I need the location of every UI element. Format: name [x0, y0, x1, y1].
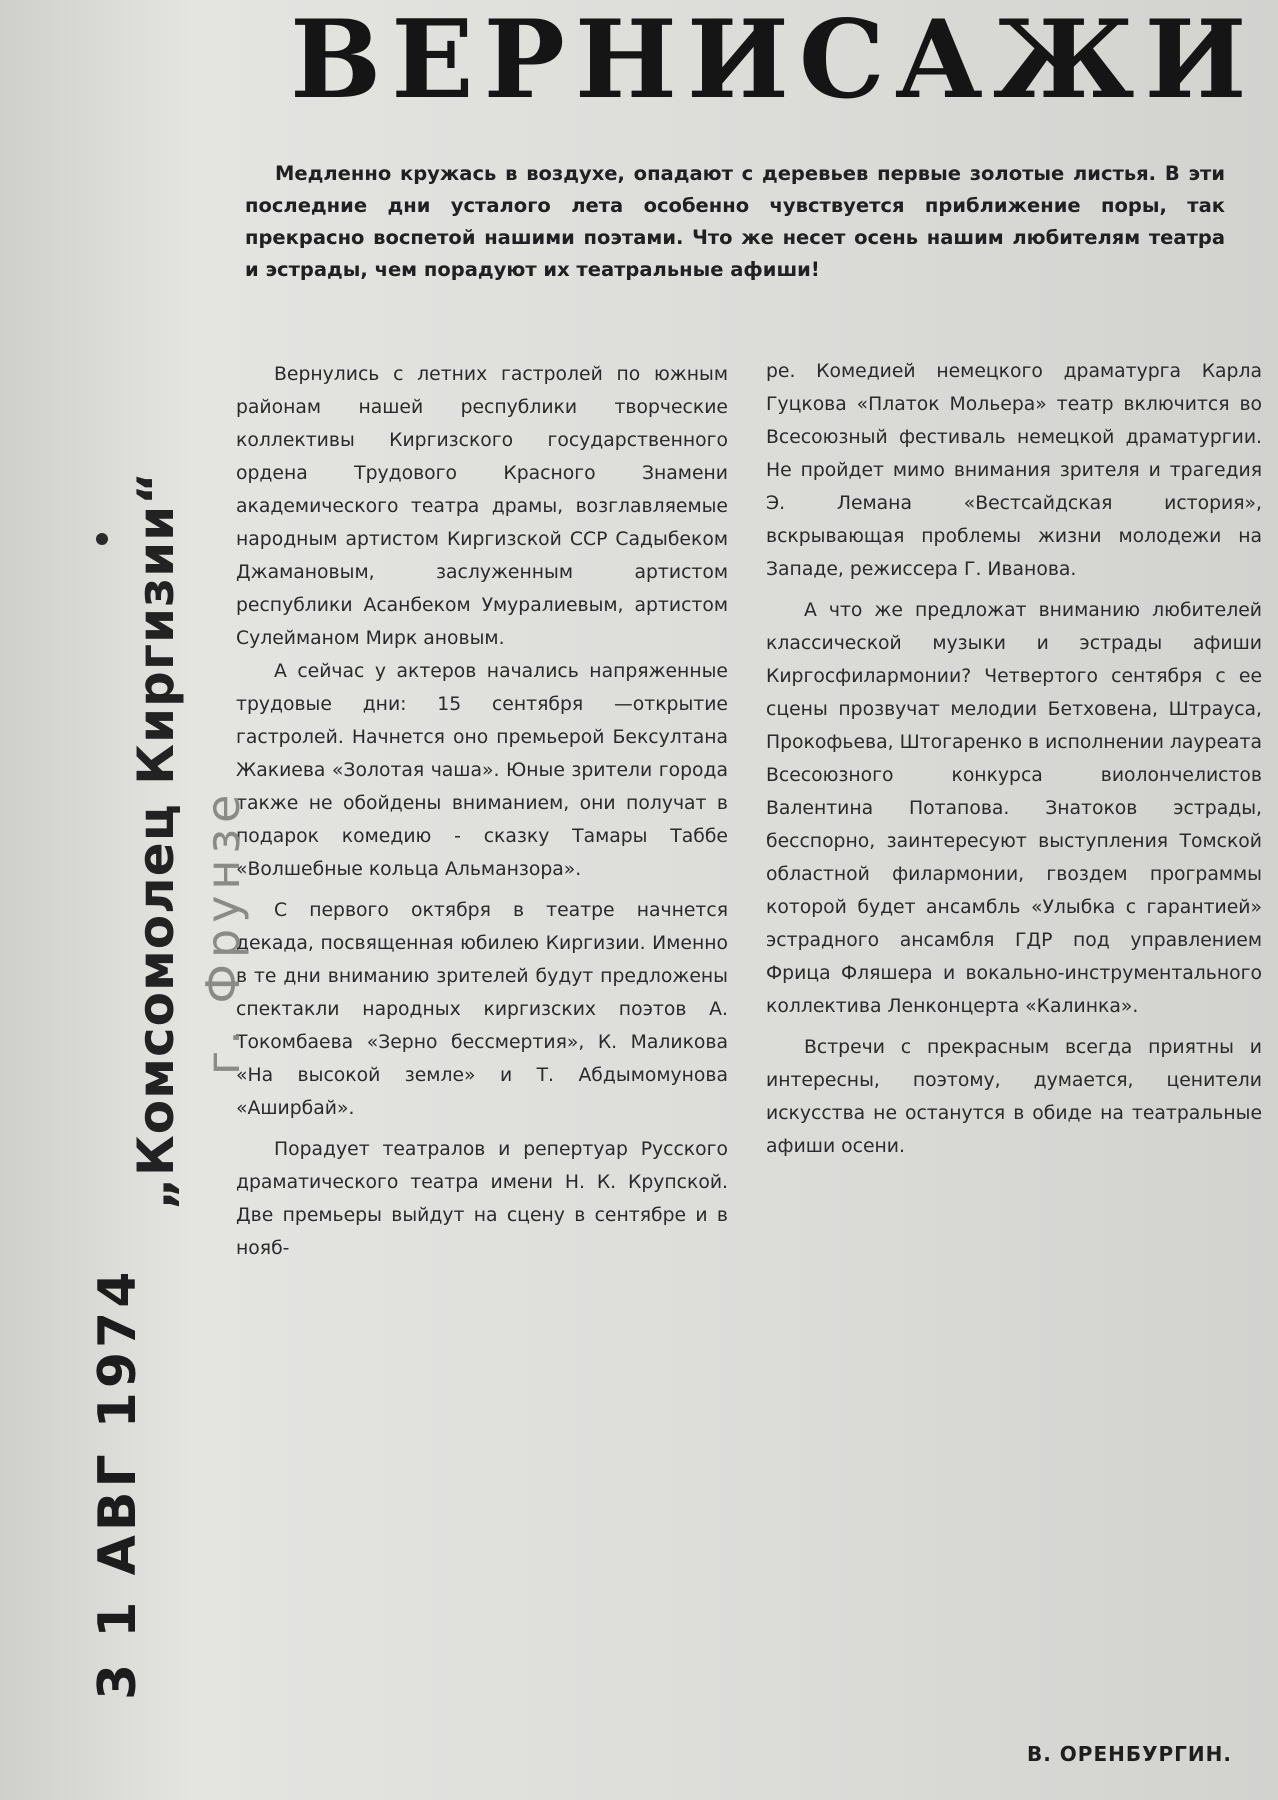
article-column-left — [236, 358, 728, 1265]
city-stamp: г. Фрунзе — [196, 788, 250, 1075]
lead-paragraph: Медленно кружась в воздухе, опадают с деревьев первые золотые листья. В эти последние дни усталого лета особенно чувствуется приближение поры, так прекрасно воспетой нашими поэтами. Что же несет осень нашим любителям театра и эстрады, чем порадуют их театральные афиши! — [245, 162, 1225, 281]
date-stamp: 3 1 АВГ 1974 — [88, 1267, 148, 1700]
article-column-right — [766, 355, 1262, 1163]
paragraph: Вернулись с летних гастролей по южным районам нашей республики творческие коллективы Киргизского государственного ордена Трудового Красного Знамени академического театра драмы, возглавляемые народным артистом Киргизской ССР Садыбеком Джамановым, заслуженным артистом республики Асанбеком Умуралиевым, артистом Сулейманом Мирк ановым. — [236, 364, 728, 649]
author-signature: В. ОРЕНБУРГИН. — [1026, 1742, 1232, 1766]
paragraph: А что же предложат вниманию любителей классической музыки и эстрады афиши Киргосфилармонии? Четвертого сентября с ее сцены прозвучат мелодии Бетховена, Штрауса, Прокофьева, Штогаренко в исполнении лауреата Всесоюзного конкурса виолончелистов Валентина Потапова. Знатоков эстрады, бесспорно, заинтересуют выступления Томской областной филармонии, гвоздем программы которой будет ансамбль «Улыбка с гарантией» эстрадного ансамбля ГДР под управлением Фрица Фляшера и вокально-инструментального коллектива Ленконцерта «Калинка». — [766, 600, 1262, 1017]
paragraph: Встречи с прекрасным всегда приятны и интересны, поэтому, думается, ценители искусства не останутся в обиде на театральные афиши осени. — [766, 1037, 1262, 1157]
paragraph: А сейчас у актеров начались напряженные трудовые дни: 15 сентября —открытие гастролей. Начнется оно премьерой Бексултана Жакиева «Золотая чаша». Юные зрители города также не обойдены вниманием, они получат в подарок комедию - сказку Тамары Таббе «Волшебные кольца Альманзора». — [236, 661, 728, 880]
newspaper-name-stamp: „Комсомолец Киргизии“ — [127, 471, 185, 1210]
paragraph: С первого октября в театре начнется декада, посвященная юбилею Киргизии. Именно в те дни вниманию зрителей будут предложены спектакли народных киргизских поэтов А. Токомбаева «Зерно бессмертия», К. Маликова «На высокой земле» и Т. Абдымомунова «Аширбай». — [236, 900, 728, 1119]
paragraph: Порадует театралов и репертуар Русского драматического театра имени Н. К. Крупской. Две премьеры выйдут на сцену в сентябре и в нояб- — [236, 1139, 728, 1259]
paragraph: ре. Комедией немецкого драматурга Карла Гуцкова «Платок Мольера» театр включится во Всесоюзный фестиваль немецкой драматургии. Не пройдет мимо внимания зрителя и трагедия Э. Лемана «Вестсайдская история», вскрывающая проблемы жизни молодежи на Западе, режиссера Г. Иванова. — [766, 361, 1262, 580]
article-lead — [245, 158, 1225, 286]
stamp-dot — [96, 533, 108, 545]
article-headline: ВЕРНИСАЖИ — [290, 0, 1257, 123]
